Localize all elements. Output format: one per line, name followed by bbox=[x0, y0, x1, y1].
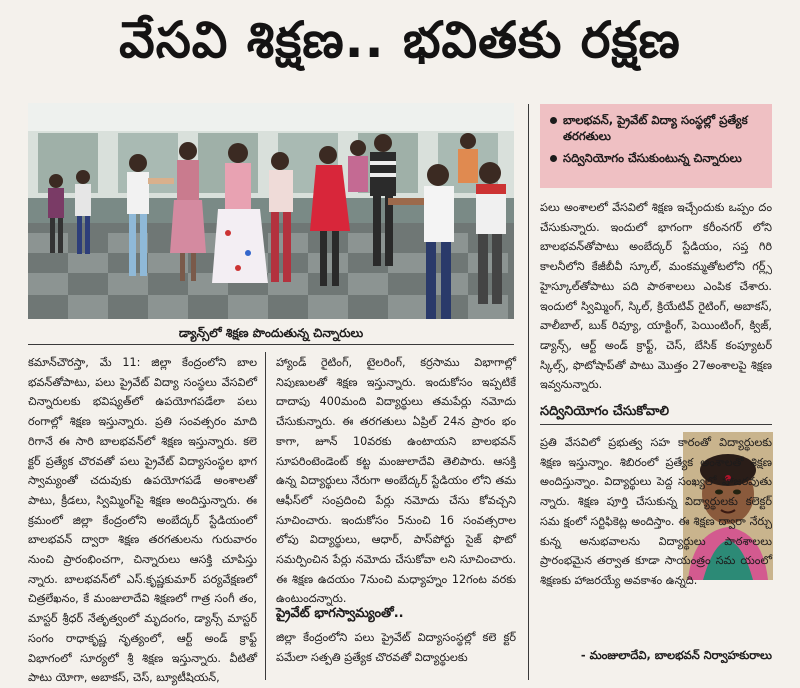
article-column-middle bbox=[276, 353, 516, 609]
subhead-make-use: సద్వినియోగం చేసుకోవాలి bbox=[540, 404, 670, 419]
bullet-icon bbox=[550, 155, 557, 162]
quote-credit: - మంజులాదేవి, బాలభవన్ నిర్వాహకురాలు bbox=[580, 648, 772, 662]
column-divider-left bbox=[265, 352, 266, 680]
article-text: జిల్లా కేంద్రంలోని పలు ప్రైవేట్ విద్యాసంస్థల్లో కలె క్టర్ పమేలా సత్పతి ప్రత్యేక చొరవతో విద్యార్థులకు bbox=[276, 631, 516, 664]
photo-caption: డ్యాన్స్‌లో శిక్షణ పొందుతున్న చిన్నారులు bbox=[178, 326, 364, 340]
highlight-item: సద్వినియోగం చేసుకుంటున్న చిన్నారులు bbox=[550, 150, 762, 166]
caption-divider bbox=[28, 344, 514, 345]
article-text: కమాన్‌చౌరస్తా, మే 11: జిల్లా కేంద్రంలోని బాల భవన్‌తోపాటు, పలు ప్రైవేట్ విద్యా సంస్థలు వేసవిలో చిన్నారులకు భవిష్యత్‌లో ఉపయోగపడేలా పలు రంగాల్లో శిక్షణ ఇస్తున్నారు. ప్రతి సంవత్సరం మాది రిగానే ఈ సారి బాలభవన్‌లో శిక్షణ ఇస్తున్నారు. కలె క్టర్ ప్రత్యేక చొరవతో పలు ప్రైవేట్ విద్యాసంస్థల భాగ స్వామ్యంతో చదువుకు ఉపయోగపడే అంశాలతో పాటు, క్రీడలు, స్విమ్మింగ్‌పై శిక్షణ అందిస్తున్నారు. ఈ క్రమంలో జిల్లా కేంద్రంలోని అంబేద్కర్ స్టేడియంలో బాలభవన్ ద్వారా శిక్షణ తరగతులను గురువారం నుంచి ప్రారంభించగా, చిన్నారులు ఆసక్తి చూపిస్తు న్నారు. బాలభవన్‌లో ఎస్.కృష్ణకుమార్ పర్యవేక్షణలో చిత్రలేఖనం, కే మంజులాదేవి శిక్షణలో గాత్ర సంగీ తం, మాస్టర్ శ్రీధర్ నేతృత్వంలో మృదంగం, డ్యాన్స్ మాస్టర్ సంగం రాధాకృష్ణ నృత్యంలో, ఆర్ట్ అండ్ క్రాఫ్ట్ విభాగంలో సూర్యలో శ్రీ శిక్షణ ఇస్తున్నారు. వీటితో పాటు యోగా, అబాకస్, చెస్, బ్యూటీషియన్, bbox=[28, 356, 257, 685]
highlight-item: బాలభవన్, ప్రైవేట్ విద్యా సంస్థల్లో ప్రత్యేక తరగతులు bbox=[550, 112, 762, 144]
subhead-divider bbox=[540, 424, 772, 425]
subhead-private-partnership: ప్రైవేట్ భాగస్వామ్యంతో.. bbox=[276, 606, 404, 621]
bullet-icon bbox=[550, 117, 557, 124]
article-text: పలు అంశాలలో వేసవిలో శిక్షణ ఇచ్చేందుకు ఒప్పం దం చేసుకున్నారు. ఇందులో భాగంగా కరీంనగర్ లోని బాలభవన్‌తోపాటు అంబేద్కర్ స్టేడియం, సప్త గిరి కాలనీలోని కేజీబీవీ స్కూల్, మంకమ్మతోటలోని గర్ల్స్ హైస్కూల్‌తోపాటు పది పాఠశాలలు ఎంపిక చేశారు. ఇందులో స్విమ్మింగ్, స్కిల్, క్రియేటివ్ రైటింగ్, అబాకస్, వాలీబాల్, బుక్ రివ్యూ, యాక్టింగ్, పెయింటింగ్, క్విజ్, డ్యాన్స్, ఆర్ట్ అండ్ క్రాఫ్ట్, చెస్, బేసిక్ కంప్యూటర్ స్కిల్స్, ఫొటోషాప్‌తో పాటు మొత్తం 27అంశాలపై శిక్షణ ఇవ్వనున్నారు. bbox=[540, 201, 772, 392]
headline: వేసవి శిక్షణ.. భవితకు రక్షణ bbox=[119, 10, 681, 69]
column-divider-right bbox=[528, 104, 529, 680]
dance-class-photo bbox=[28, 103, 514, 319]
article-column-middle-2 bbox=[276, 628, 516, 667]
article-text: హ్యాండ్ రైటింగ్, టైలరింగ్, కర్రసాము విభాగాల్లో నిపుణులతో శిక్షణ ఇస్తున్నారు. ఇందుకోసం ఇప్పటికే దాదాపు 400మంది విద్యార్థులు తమపేర్లు నమోదు చేసుకున్నారు. ఈ తరగతులు ఏప్రిల్ 24న ప్రారం భం కాగా, జూన్ 10వరకు ఉంటాయని బాలభవన్ సూపరింటెండెంట్ కట్ట మంజులాదేవి తెలిపారు. ఆసక్తి ఉన్న విద్యార్థులు నేరుగా అంబేద్కర్ స్టేడియం లోని తమ ఆఫీస్‌లో సంప్రదించి పేర్లు నమోదు చేసు కోవచ్చని సూచించారు. ఇందుకోసం 5నుంచి 16 సంవత్సరాల లోపు విద్యార్థులు, ఆధార్, పాస్‌పోర్టు సైజ్ ఫొటో సమర్పించిన పేర్లు నమోదు చేసుకోవా లని సూచించారు. ఈ శిక్షణ ఉదయం 7నుంచి మధ్యాహ్నం 12గంట వరకు ఉంటుందన్నారు. bbox=[276, 356, 516, 606]
article-column-left bbox=[28, 353, 257, 688]
article-column-right bbox=[540, 198, 772, 395]
highlights-box bbox=[540, 104, 772, 188]
quote-column bbox=[540, 433, 772, 591]
quote-text: ప్రతి వేసవిలో ప్రభుత్వ సహ కారంతో విద్యార్థులకు శిక్షణ ఇస్తున్నాం. శిబిరంలో ప్రత్యేక అంశాలతో శిక్షణ అందిస్తున్నాం. విద్యార్థులు పెద్ద సంఖ్యలో హాజరవుతు న్నారు. శిక్షణ పూర్తి చేసుకున్న విద్యార్థులకు కలెక్టర్ సమ క్షంలో సర్టిఫికెట్ల అందిస్తాం. ఈ శిక్షణ ద్వారా నేర్చు కున్న అనుభవాలను విద్యార్థులు పాఠశాలలు ప్రారంభమైన తర్వాత కూడా సాయంత్రం సమ యంలో శిక్షణకు హాజరయ్యే అవకాశం ఉన్నది. bbox=[540, 436, 772, 587]
